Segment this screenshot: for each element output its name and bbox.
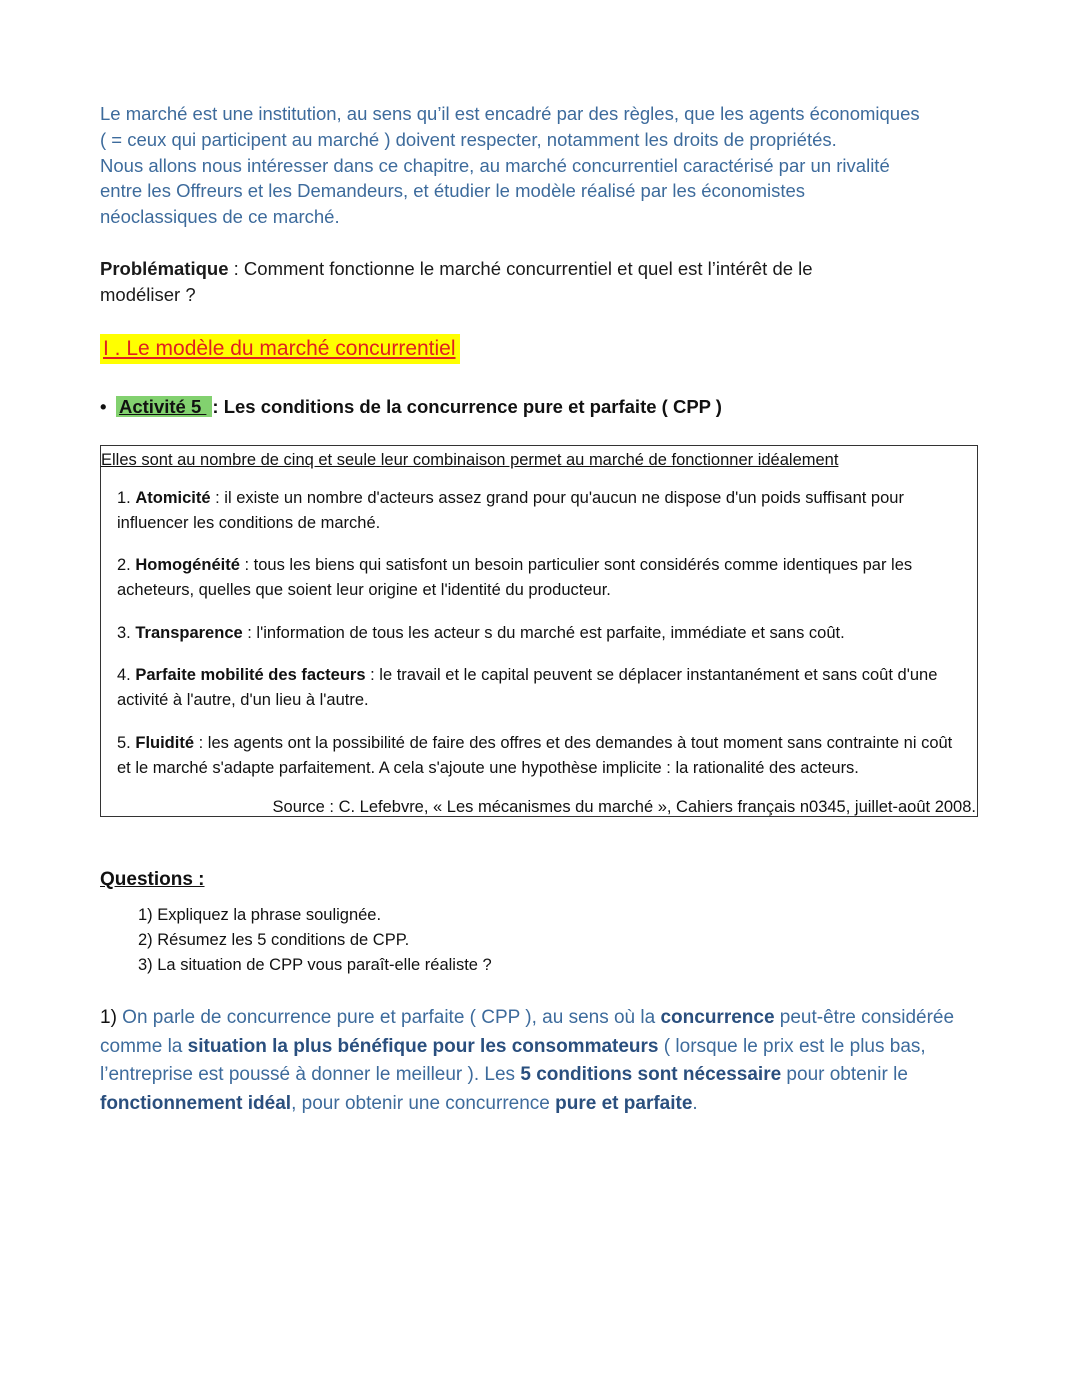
intro-line: Le marché est une institution, au sens qu’il est encadré par des règles, que les agents économiques bbox=[100, 103, 920, 124]
questions-list bbox=[138, 903, 492, 978]
condition-text: activité à l'autre, d'un lieu à l'autre. bbox=[117, 691, 369, 709]
condition-number: 1. bbox=[117, 489, 136, 507]
section-title: I . Le modèle du marché concurrentiel bbox=[100, 334, 460, 364]
questions-title: Questions : bbox=[100, 869, 205, 890]
activity-heading bbox=[100, 393, 722, 421]
answer-paragraph bbox=[100, 1004, 980, 1118]
condition-item bbox=[117, 553, 975, 603]
underlined-sentence: Elles sont au nombre de cinq et seule leur combinaison permet au marché de fonctionner idéalement bbox=[101, 451, 839, 469]
answer-text: , pour obtenir une concurrence bbox=[291, 1092, 556, 1114]
intro-line: ( = ceux qui participent au marché ) doivent respecter, notamment les droits de propriétés. bbox=[100, 128, 837, 150]
answer-text: . bbox=[692, 1092, 698, 1114]
condition-text: : l'information de tous les acteur s du marché est parfaite, immédiate et sans coût. bbox=[242, 624, 845, 642]
answer-bold: situation la plus bénéfique pour les consommateurs bbox=[187, 1035, 659, 1057]
answer-bold: concurrence bbox=[660, 1007, 775, 1028]
intro-paragraph bbox=[100, 101, 980, 230]
source-citation: Source : C. Lefebvre, « Les mécanismes du marché », Cahiers français n0345, juillet-août 2008. bbox=[272, 798, 976, 816]
condition-text: : le travail et le capital peuvent se déplacer instantanément et sans coût d'une bbox=[365, 666, 938, 684]
intro-line: néoclassiques de ce marché. bbox=[100, 206, 340, 228]
intro-line: Nous allons nous intéresser dans ce chapitre, au marché concurrentiel caractérisé par un rivalité bbox=[100, 154, 890, 176]
condition-number: 3. bbox=[117, 624, 136, 642]
condition-name: Transparence bbox=[135, 624, 243, 642]
condition-item bbox=[117, 663, 975, 713]
question-item: 2) Résumez les 5 conditions de CPP. bbox=[138, 931, 410, 949]
question-item: 3) La situation de CPP vous paraît-elle réaliste ? bbox=[138, 956, 492, 974]
condition-text: : il existe un nombre d'acteurs assez grand pour qu'aucun ne dispose d'un poids suffisant pour bbox=[210, 489, 904, 507]
condition-text: : les agents ont la possibilité de faire des offres et des demandes à tout moment sans contrainte ni coût bbox=[194, 734, 953, 752]
condition-name: Atomicité bbox=[135, 489, 211, 507]
answer-text: pour obtenir le bbox=[781, 1064, 908, 1085]
problematique bbox=[100, 256, 980, 308]
answer-text: comme la bbox=[100, 1035, 188, 1057]
answer-bold: fonctionnement idéal bbox=[100, 1092, 292, 1114]
condition-item bbox=[117, 731, 975, 781]
answer-text: l’entreprise est poussé à donner le meilleur ). Les bbox=[100, 1064, 521, 1085]
problematique-text: : Comment fonctionne le marché concurrentiel et quel est l’intérêt de le bbox=[228, 258, 813, 279]
problematique-text: modéliser ? bbox=[100, 284, 196, 305]
condition-number: 2. bbox=[117, 556, 136, 574]
condition-item bbox=[117, 486, 975, 536]
intro-line: entre les Offreurs et les Demandeurs, et étudier le modèle réalisé par les économistes bbox=[100, 180, 806, 202]
condition-name: Parfaite mobilité des facteurs bbox=[135, 666, 366, 684]
activity-tag: Activité 5 bbox=[116, 396, 212, 417]
condition-item bbox=[117, 621, 975, 646]
condition-number: 5. bbox=[117, 734, 136, 752]
condition-number: 4. bbox=[117, 666, 136, 684]
document-box bbox=[100, 445, 978, 817]
condition-text: : tous les biens qui satisfont un besoin particulier sont considérés comme identiques par les bbox=[239, 556, 913, 574]
answer-bold: pure et parfaite bbox=[555, 1092, 693, 1114]
condition-text: et le marché s'adapte parfaitement. A cela s'ajoute une hypothèse implicite : la rationalité des acteurs. bbox=[117, 759, 859, 777]
answer-number: 1) bbox=[100, 1007, 117, 1028]
problematique-label: Problématique bbox=[100, 258, 229, 279]
condition-name: Homogénéité bbox=[135, 556, 240, 574]
answer-bold: 5 conditions sont nécessaire bbox=[520, 1064, 782, 1085]
question-item: 1) Expliquez la phrase soulignée. bbox=[138, 906, 382, 924]
condition-text: influencer les conditions de marché. bbox=[117, 514, 381, 532]
condition-text: acheteurs, quelles que soient leur origine et l'identité du producteur. bbox=[117, 581, 611, 599]
activity-title: : Les conditions de la concurrence pure et parfaite ( CPP ) bbox=[212, 396, 722, 417]
condition-name: Fluidité bbox=[135, 734, 195, 752]
answer-text: On parle de concurrence pure et parfaite ( CPP ), au sens où la bbox=[116, 1007, 661, 1028]
answer-text: ( lorsque le prix est le plus bas, bbox=[658, 1035, 926, 1057]
answer-text: peut-être considérée bbox=[774, 1007, 955, 1028]
bullet-icon: • bbox=[100, 396, 107, 417]
